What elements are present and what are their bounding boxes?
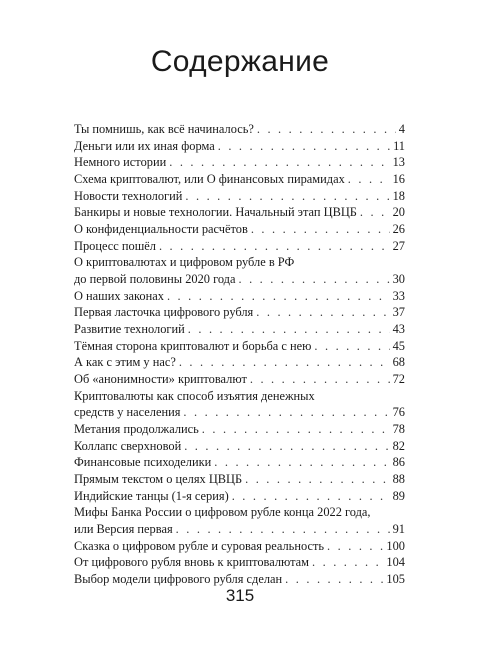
dot-leader [285,571,383,587]
toc-entry-label: Тёмная сторона криптовалют и борьба с нею [74,338,312,353]
toc-entry [74,238,405,254]
dot-leader [214,454,389,470]
toc-entry [74,204,405,220]
dot-leader [232,488,390,504]
toc-page-number: 4 [398,122,405,136]
toc-entry [74,288,405,304]
toc-entry [74,554,405,570]
dot-leader [245,471,390,487]
dot-leader [327,538,383,554]
table-of-contents [74,121,405,588]
toc-entry-line1 [74,504,405,520]
toc-page-number: 88 [392,472,405,487]
toc-entry-label: Об «анонимности» криптовалют [74,372,247,387]
toc-entry-label: средств у населения [74,405,181,420]
toc-page-number: 18 [392,188,405,203]
toc-page-number: 16 [392,172,405,187]
toc-entry-label: Индийские танцы (1-я серия) [74,488,229,503]
toc-page-number: 76 [392,405,405,420]
toc-entry-label: Схема криптовалют, или О финансовых пирамидах [74,172,345,187]
toc-page-number: 104 [386,555,405,570]
toc-entry [74,138,405,154]
toc-entry [74,221,405,237]
toc-entry [74,271,405,287]
toc-page-number: 86 [392,455,405,470]
toc-page-number: 33 [392,288,405,303]
toc-page-number: 13 [392,155,405,170]
toc-entry-label: Сказка о цифровом рубле и суровая реальность [74,538,325,553]
page-number: 315 [225,586,255,605]
dot-leader [169,154,389,170]
dot-leader [183,404,389,420]
toc-entry [74,121,405,137]
toc-page-number: 72 [392,372,405,387]
toc-entry-label: О наших законах [74,288,164,303]
dot-leader [312,554,383,570]
toc-entry [74,171,405,187]
toc-page-number: 37 [392,305,405,320]
dot-leader [314,338,389,354]
toc-entry [74,438,405,454]
toc-entry [74,421,405,437]
toc-page-number: 27 [392,238,405,253]
toc-entry [74,538,405,554]
dot-leader [218,138,390,154]
toc-entry [74,571,405,587]
toc-entry [74,488,405,504]
dot-leader [185,188,389,204]
dot-leader [188,321,390,337]
toc-entry [74,304,405,320]
toc-entry-label: Немного истории [74,155,167,170]
toc-entry-label: Финансовые психоделики [74,455,212,470]
toc-entry-label: Мифы Банка России о цифровом рубле конца 2022 года, [74,505,371,520]
toc-entry-label: Метания продолжались [74,422,199,437]
dot-leader [202,421,390,437]
dot-leader [184,438,389,454]
toc-page-number: 43 [392,322,405,337]
toc-entry-label: Прямым текстом о целях ЦВЦБ [74,472,243,487]
toc-entry [74,188,405,204]
toc-entry-label: О конфиденциальности расчётов [74,222,248,237]
dot-leader [251,221,390,237]
dot-leader [360,204,390,220]
toc-entry-label: От цифрового рубля вновь к криптовалютам [74,555,310,570]
toc-page-number: 82 [392,438,405,453]
toc-entry-label: А как с этим у нас? [74,355,176,370]
toc-entry-label: Процесс пошёл [74,238,156,253]
toc-entry-label: Новости технологий [74,188,183,203]
dot-leader [176,521,390,537]
toc-entry [74,454,405,470]
toc-page-number: 20 [392,205,405,220]
toc-entry [74,338,405,354]
toc-entry-label: Банкиры и новые технологии. Начальный этап ЦВЦБ [74,205,357,220]
toc-entry-label: Выбор модели цифрового рубля сделан [74,572,283,587]
dot-leader [159,238,390,254]
toc-page-number: 100 [386,538,405,553]
toc-entry-label: до первой половины 2020 года [74,272,236,287]
toc-entry-label: Деньги или их иная форма [74,138,215,153]
toc-entry-label: Ты помнишь, как всё начиналось? [74,122,254,136]
toc-entry-label: Развитие технологий [74,322,185,337]
toc-page-number: 11 [393,138,405,153]
toc-page-number: 30 [392,272,405,287]
toc-entry [74,371,405,387]
toc-entry-label: О криптовалютах и цифровом рубле в РФ [74,255,295,270]
toc-entry-line1 [74,388,405,404]
toc-page-number: 78 [392,422,405,437]
page-title: Содержание [150,45,330,78]
toc-page-number: 26 [392,222,405,237]
toc-page-number: 105 [386,572,405,587]
dot-leader [257,121,396,137]
dot-leader [250,371,390,387]
toc-page-number: 91 [392,522,405,537]
toc-entry [74,321,405,337]
dot-leader [167,288,390,304]
toc-entry [74,404,405,420]
toc-entry [74,354,405,370]
toc-page-number: 68 [392,355,405,370]
dot-leader [348,171,390,187]
toc-entry-label: Первая ласточка цифрового рубля [74,305,254,320]
toc-entry [74,154,405,170]
toc-entry-line1 [74,254,405,270]
toc-entry-label: или Версия первая [74,522,173,537]
dot-leader [256,304,389,320]
dot-leader [179,354,390,370]
toc-entry [74,521,405,537]
toc-entry-label: Криптовалюты как способ изъятия денежных [74,388,315,403]
toc-entry [74,471,405,487]
dot-leader [238,271,389,287]
toc-entry-label: Коллапс сверхновой [74,438,182,453]
toc-page-number: 89 [392,488,405,503]
toc-page-number: 45 [392,338,405,353]
